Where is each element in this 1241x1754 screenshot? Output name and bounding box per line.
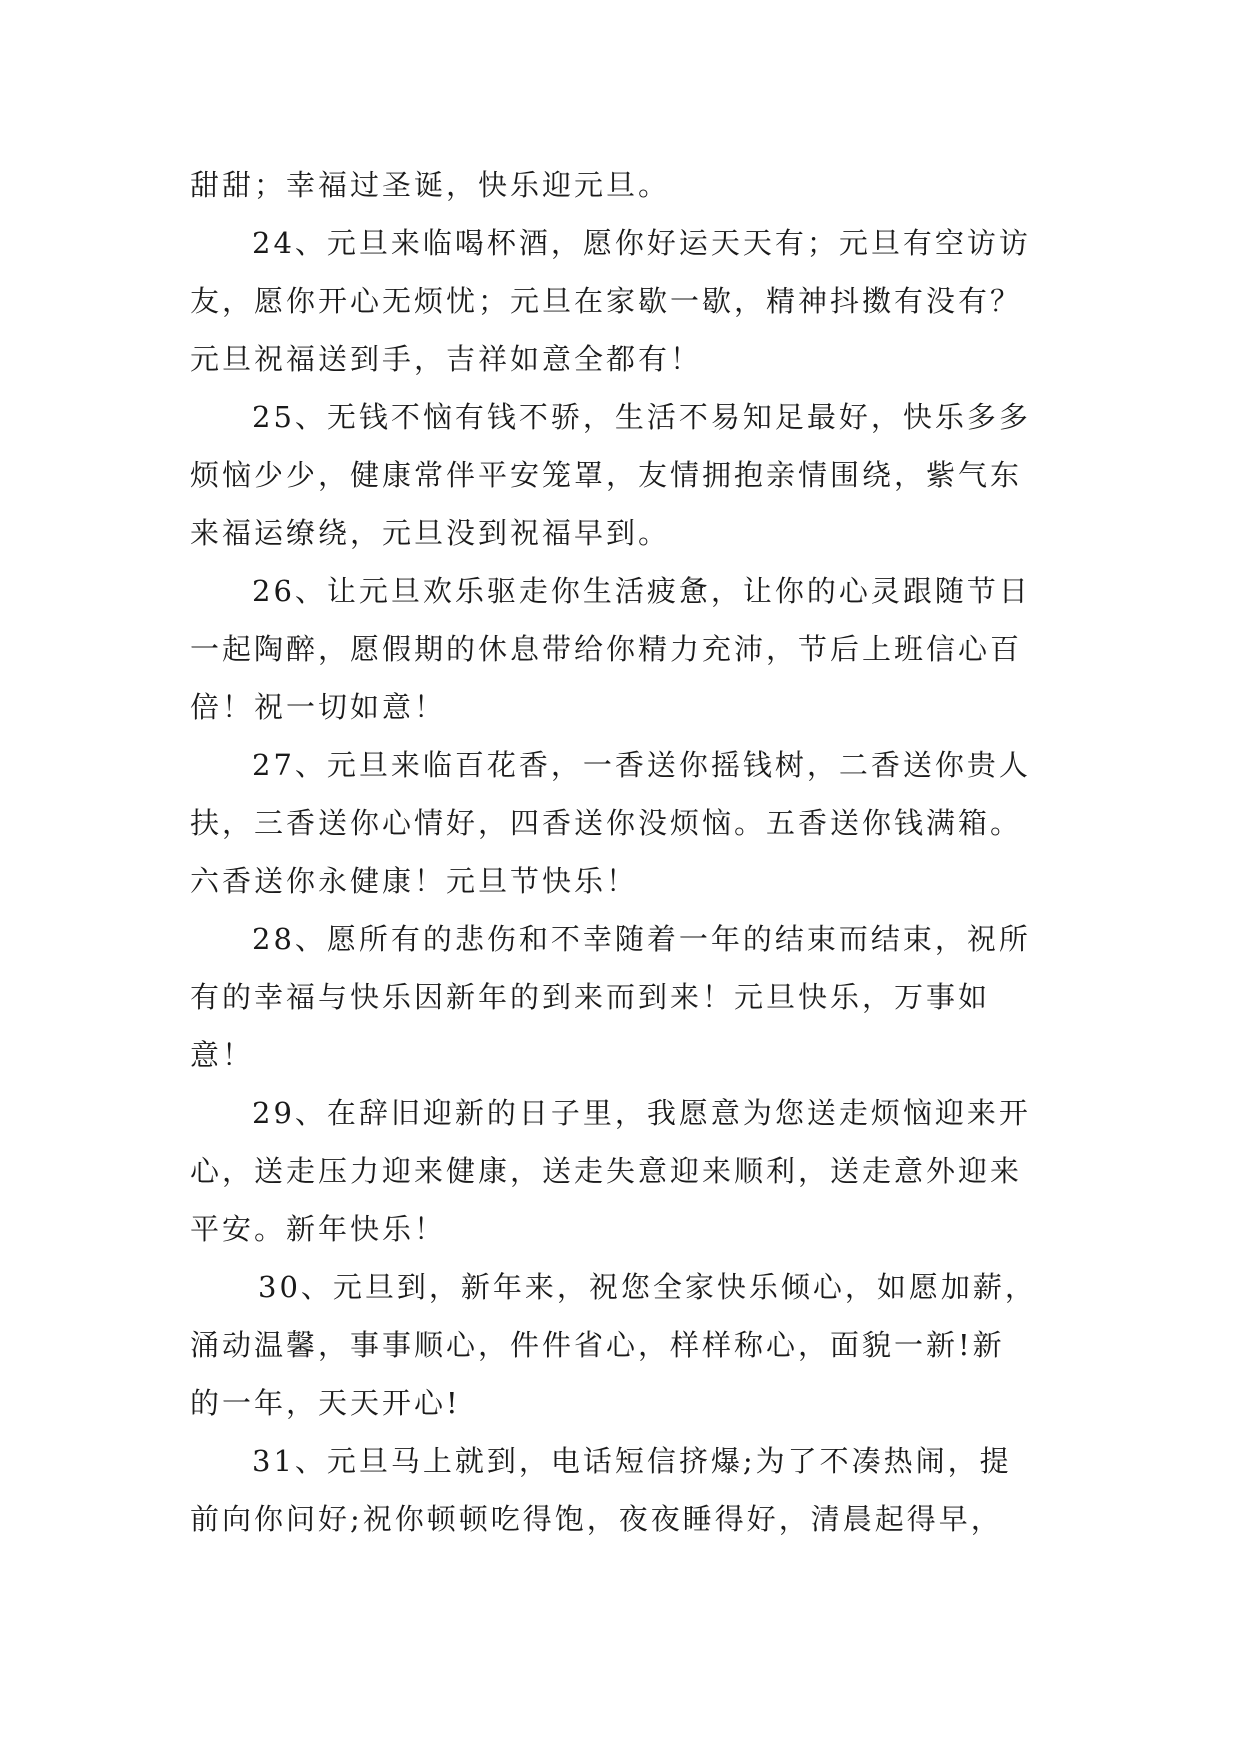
text-line-item-30: 30、元旦到，新年来，祝您全家快乐倾心，如愿加薪， <box>258 1270 1037 1304</box>
text-line: 友，愿你开心无烦忧；元旦在家歇一歇，精神抖擞有没有？ <box>190 284 1023 318</box>
text-line-item-27: 27、元旦来临百花香，一香送你摇钱树，二香送你贵人 <box>252 748 1031 782</box>
text-line: 有的幸福与快乐因新年的到来而到来！元旦快乐，万事如 <box>190 980 991 1014</box>
text-line: 涌动温馨，事事顺心，件件省心，样样称心，面貌一新!新 <box>190 1328 1005 1362</box>
text-line-item-26: 26、让元旦欢乐驱走你生活疲惫，让你的心灵跟随节日 <box>252 574 1031 608</box>
text-line: 扶，三香送你心情好，四香送你没烦恼。五香送你钱满箱。 <box>190 806 1023 840</box>
text-line: 的一年，天天开心! <box>190 1386 461 1420</box>
text-line-item-31: 31、元旦马上就到，电话短信挤爆;为了不凑热闹，提 <box>252 1444 1012 1478</box>
text-line: 心，送走压力迎来健康，送走失意迎来顺利，送走意外迎来 <box>190 1154 1023 1188</box>
text-line-item-28: 28、愿所有的悲伤和不幸随着一年的结束而结束，祝所 <box>252 922 1031 956</box>
text-line: 平安。新年快乐！ <box>190 1212 447 1246</box>
text-line: 来福运缭绕，元旦没到祝福早到。 <box>190 516 671 550</box>
text-line: 前向你问好;祝你顿顿吃得饱，夜夜睡得好，清晨起得早， <box>190 1502 1003 1536</box>
text-line-item-24: 24、元旦来临喝杯酒，愿你好运天天有；元旦有空访访 <box>252 226 1031 260</box>
text-line: 甜甜；幸福过圣诞，快乐迎元旦。 <box>190 168 671 202</box>
text-line: 倍！祝一切如意！ <box>190 690 447 724</box>
text-line: 意！ <box>190 1038 255 1072</box>
text-line: 一起陶醉，愿假期的休息带给你精力充沛，节后上班信心百 <box>190 632 1023 666</box>
text-line-item-25: 25、无钱不恼有钱不骄，生活不易知足最好，快乐多多 <box>252 400 1031 434</box>
text-line: 六香送你永健康！元旦节快乐！ <box>190 864 639 898</box>
text-line: 烦恼少少，健康常伴平安笼罩，友情拥抱亲情围绕，紫气东 <box>190 458 1023 492</box>
text-line: 元旦祝福送到手，吉祥如意全都有！ <box>190 342 703 376</box>
text-line-item-29: 29、在辞旧迎新的日子里，我愿意为您送走烦恼迎来开 <box>252 1096 1031 1130</box>
